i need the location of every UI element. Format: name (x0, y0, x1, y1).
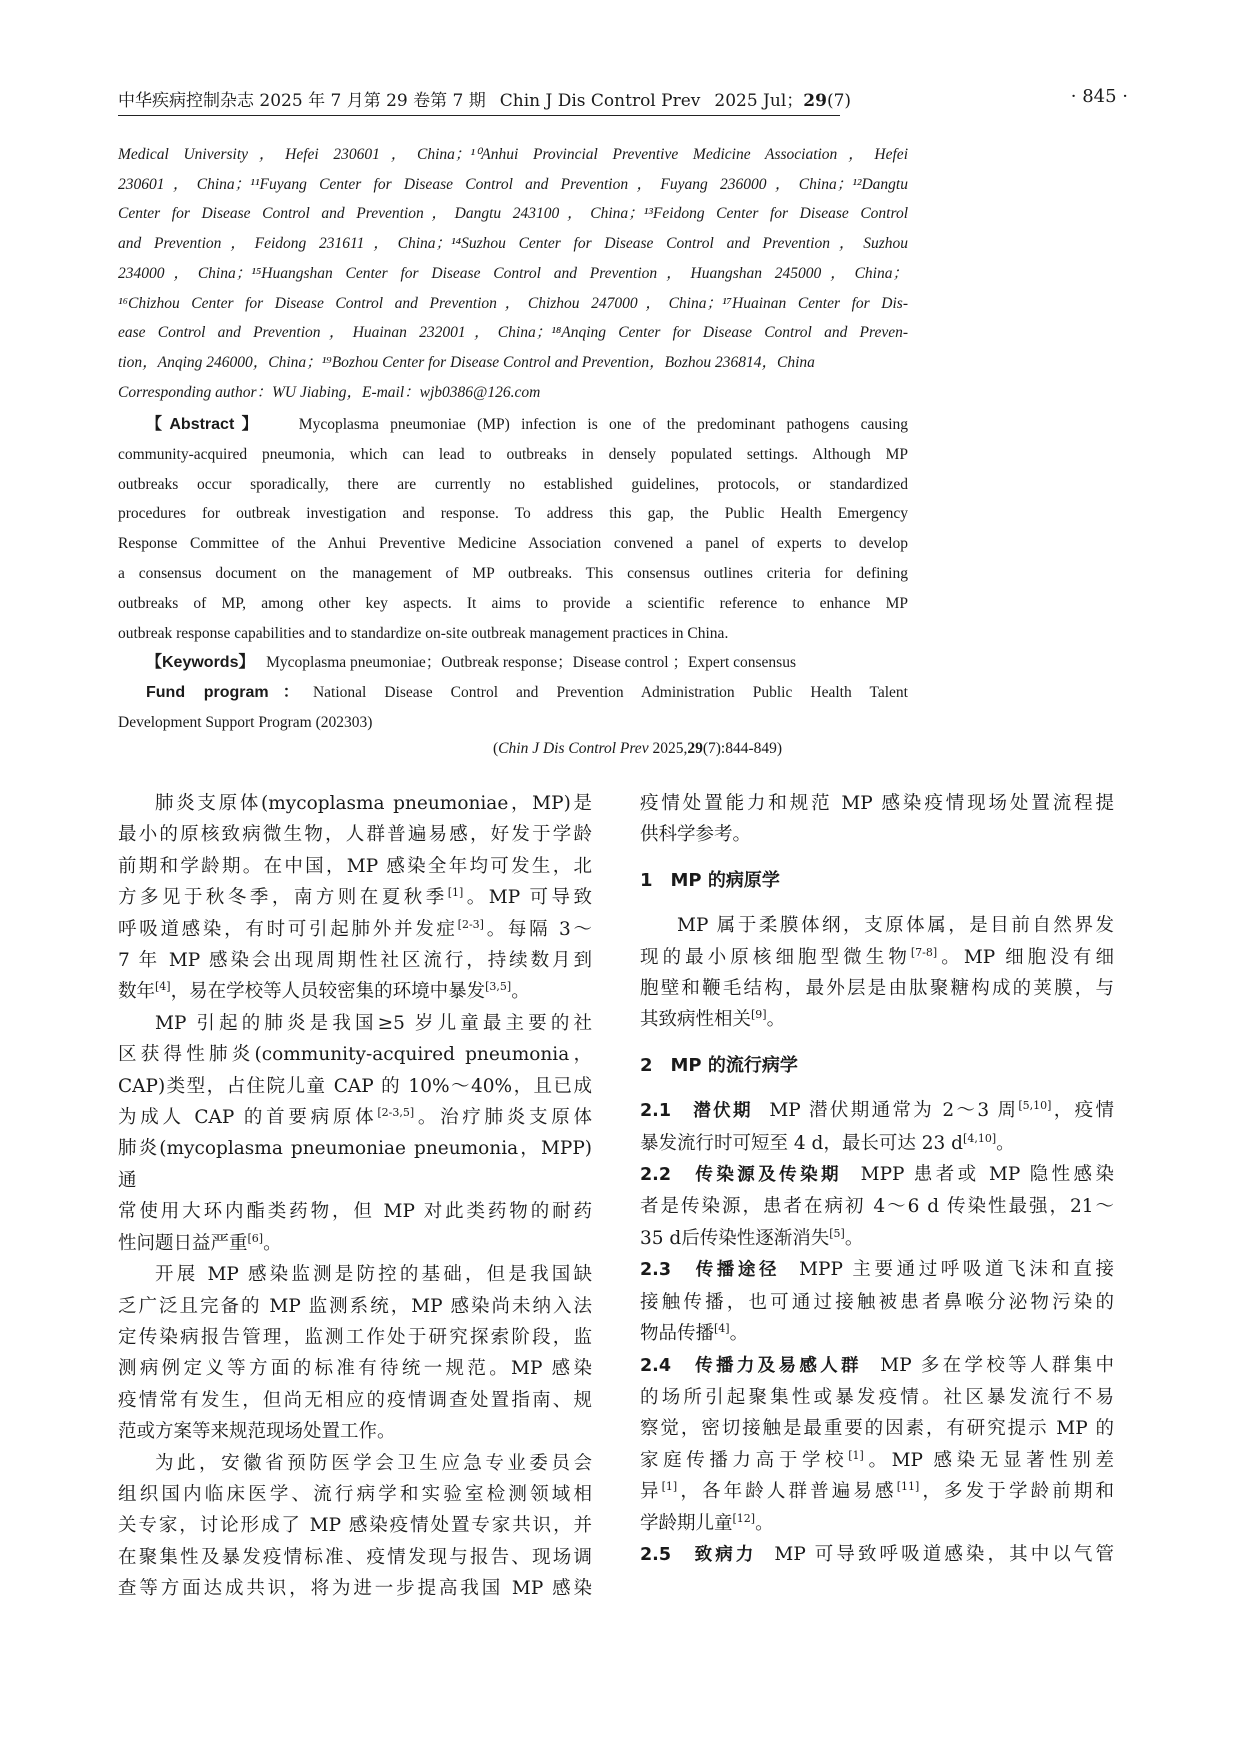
citation-ref: [4,10] (963, 1131, 997, 1145)
citation-ref: [12] (732, 1511, 756, 1525)
subsection-first-line (640, 1095, 1114, 1127)
affiliations (118, 140, 908, 407)
abstract-line: Response Committee of the Anhui Preventive Medicine Association convened a panel of experts to develop (118, 535, 908, 553)
body-line (640, 1287, 1114, 1318)
affiliation-line: ¹⁶Chizhou Center for Disease Control and Prevention，Chizhou 247000，China；¹⁷Huainan Center for Dis- (118, 294, 908, 312)
body-line: 肺炎(mycoplasma pneumoniae pneumonia，MPP)通 (118, 1138, 592, 1191)
subsection-heading: 2.3 传播途径 (640, 1260, 781, 1281)
keywords-text: Mycoplasma pneumoniae；Outbreak response；Disease control ；Expert consensus (266, 654, 796, 672)
affiliation-line: tion，Anqing 246000，China；¹⁹Bozhou Center for Disease Control and Prevention，Bozhou 236814，China (118, 353, 815, 371)
body-line: 供科学参考。 (640, 824, 752, 846)
body-line: 开展 MP 感染监测是防控的基础，但是我国缺 (155, 1264, 592, 1286)
body-line: 关专家，讨论形成了 MP 感染疫情处置专家共识，并 (118, 1515, 592, 1537)
journal-en: Chin J Dis Control Prev (499, 91, 701, 111)
affiliation-line: and Prevention，Feidong 231611，China；¹⁴Suzhou Center for Disease Control and Prevention，Suzhou (118, 235, 908, 253)
subsection-first-line (640, 1159, 1114, 1191)
citation-ref: [1] (447, 886, 464, 900)
section-heading: 1 MP 的病原学 (640, 869, 780, 891)
citation-ref: [2-3,5] (377, 1106, 415, 1120)
body-line: 疫情处置能力和规范 MP 感染疫情现场处置流程提 (640, 793, 1114, 814)
body-text: MPP 患者或 MP 隐性感染 (860, 1164, 1114, 1186)
citation: (Chin J Dis Control Prev 2025,29(7):844-849) (493, 740, 783, 757)
abstract-line: outbreak response capabilities and to standardize on-site outbreak management practices in China. (118, 624, 729, 642)
body-line: 方多见于秋冬季，南方则在夏秋季[1]。MP 可导致 (118, 886, 592, 909)
body-line: CAP)类型，占住院儿童 CAP 的 10%～40%，且已成 (118, 1075, 592, 1097)
citation-ref: [7-8] (910, 945, 938, 959)
abstract-line: outbreaks occur sporadically, there are currently no established guidelines, protocols, or standardized (118, 475, 908, 493)
citation-ref: [1] (661, 1480, 678, 1494)
section-heading: 2 MP 的流行病学 (640, 1054, 798, 1076)
body-left-column (118, 788, 592, 1605)
body-line: 查等方面达成共识，将为进一步提高我国 MP 感染 (118, 1578, 592, 1600)
journal-issue: (7) (826, 91, 852, 111)
fund-line2: Development Support Program (202303) (118, 713, 373, 731)
body-line: 呼吸道感染，有时可引起肺外并发症[2-3]。每隔 3～ (118, 917, 592, 940)
body-line (640, 1476, 1114, 1507)
body-line (640, 1445, 1114, 1476)
body-text: 者是传染源，患者在病初 4～6 d 传染性最强，21～ (640, 1196, 1114, 1218)
body-line: 前期和学龄期。在中国，MP 感染全年均可发生，北 (118, 855, 592, 877)
body-line: 定传染病报告管理，监测工作处于研究探索阶段，监 (118, 1326, 592, 1348)
subsection-first-line (640, 1254, 1114, 1286)
running-header (118, 86, 1128, 114)
body-line: MP 属于柔膜体纲，支原体属，是目前自然界发 (677, 915, 1114, 937)
abstract-line: outbreaks of MP, among other key aspects. It aims to provide a scientific reference to enhance MP (118, 594, 908, 612)
body-line: 数年[4]，易在学校等人员较密集的环境中暴发[3,5]。 (118, 980, 530, 1003)
subsection-heading: 2.4 传播力及易感人群 (640, 1355, 862, 1376)
body-right-column (640, 788, 1114, 1571)
citation-ref: [4] (714, 1322, 730, 1336)
fund-line1: National Disease Control and Prevention Administration Public Health Talent (312, 684, 908, 702)
body-line: 乏广泛且完备的 MP 监测系统，MP 感染尚未纳入法 (118, 1295, 592, 1317)
page-number: · 845 · (1070, 86, 1128, 107)
abstract (118, 410, 908, 648)
journal-date: 2025 Jul； (714, 91, 804, 111)
body-text: 察觉，密切接触是最重要的因素，有研究提示 MP 的 (640, 1418, 1114, 1440)
affiliation-line: 234000，China；¹⁵Huangshan Center for Disease Control and Prevention，Huangshan 245000，China； (118, 264, 908, 282)
body-line: 7 年 MP 感染会出现周期性社区流行，持续数月到 (118, 950, 592, 972)
body-line: 为成人 CAP 的首要病原体[2-3,5]。治疗肺炎支原体 (118, 1106, 592, 1129)
body-line (640, 1318, 1114, 1349)
subsection-heading: 2.1 潜伏期 (640, 1101, 753, 1122)
body-line (640, 1191, 1114, 1222)
body-text: MP 多在学校等人群集中 (880, 1354, 1114, 1376)
subsection-first-line (640, 1350, 1114, 1382)
abstract-line: procedures for outbreak investigation and response. To address this gap, the Public Health Emergency (118, 505, 908, 523)
citation-ref: [11] (896, 1480, 920, 1494)
body-line: 现的最小原核细胞型微生物[7-8]。MP 细胞没有细 (640, 945, 1114, 968)
citation-journal: Chin J Dis Control Prev (498, 740, 649, 757)
body-line: 常使用大环内酯类药物，但 MP 对此类药物的耐药 (118, 1201, 592, 1223)
abstract-line: community-acquired pneumonia, which can lead to outbreaks in densely populated settings. Although MP (118, 445, 908, 463)
fund-label: Fund program： (146, 684, 313, 702)
journal-cn: 中华疾病控制杂志 2025 年 7 月第 29 卷第 7 期 (118, 91, 486, 111)
header-rule (118, 115, 840, 116)
keywords-label: 【Keywords】 (146, 654, 255, 672)
citation-ref: [6] (247, 1231, 264, 1245)
affiliation-line: Center for Disease Control and Prevention，Dangtu 243100，China；¹³Feidong Center for Disease Control (118, 205, 908, 223)
body-text: 暴发流行时可短至 4 d，最长可达 23 d[4,10]。 (640, 1131, 1015, 1154)
body-text: MP 可导致呼吸道感染，其中以气管 (774, 1543, 1114, 1565)
body-line: MP 引起的肺炎是我国≥5 岁儿童最主要的社 (155, 1012, 592, 1034)
body-line (640, 1382, 1114, 1413)
body-line: 疫情常有发生，但尚无相应的疫情调查处置指南、规 (118, 1389, 592, 1411)
subsection-first-line (640, 1539, 1114, 1571)
body-line: 最小的原核致病微生物，人群普遍易感，好发于学龄 (118, 824, 592, 846)
body-line: 其致病性相关[9]。 (640, 1008, 786, 1031)
body-line: 性问题日益严重[6]。 (118, 1231, 282, 1254)
body-line: 组织国内临床医学、流行病学和实验室检测领域相 (118, 1483, 592, 1505)
body-text: 学龄期儿童[12]。 (640, 1511, 774, 1534)
abstract-line (118, 410, 908, 440)
citation-ref: [4] (155, 980, 171, 994)
subsection-heading: 2.2 传染源及传染期 (640, 1165, 842, 1186)
citation-ref: [9] (751, 1008, 767, 1022)
body-text: 物品传播[4]。 (640, 1322, 749, 1345)
affiliation-line: Corresponding author：WU Jiabing，E-mail：wjb0386@126.com (118, 383, 541, 401)
body-line (640, 1413, 1114, 1444)
body-text: MPP 主要通过呼吸道飞沫和直接 (799, 1259, 1114, 1281)
affiliation-line: 230601，China；¹¹Fuyang Center for Disease Control and Prevention，Fuyang 236000，China；¹²Dangtu (118, 175, 908, 193)
body-line: 为此，安徽省预防医学会卫生应急专业委员会 (155, 1452, 592, 1474)
abstract-label: 【Abstract】 (146, 416, 266, 433)
keywords (118, 648, 908, 678)
body-text: 的场所引起聚集性或暴发疫情。社区暴发流行不易 (640, 1386, 1114, 1408)
journal-volume: 29 (803, 91, 827, 111)
fund-program (118, 678, 908, 708)
body-line (640, 1223, 1114, 1254)
subsection-heading: 2.5 致病力 (640, 1544, 757, 1565)
body-line (640, 1128, 1114, 1159)
citation-ref: [1] (848, 1448, 864, 1462)
citation-ref: [5] (829, 1226, 845, 1240)
body-text: MP 潜伏期通常为 2～3 周[5,10]，疫情 (769, 1099, 1114, 1122)
body-line: 肺炎支原体(mycoplasma pneumoniae，MP)是 (155, 793, 592, 814)
body-line: 在聚集性及暴发疫情标准、疫情发现与报告、现场调 (118, 1546, 592, 1568)
citation-ref: [2-3] (457, 917, 484, 931)
abstract-text: Mycoplasma pneumoniae (MP) infection is one of the predominant pathogens causing (298, 416, 908, 433)
body-text: 家庭传播力高于学校[1]。MP 感染无显著性别差 (640, 1448, 1114, 1471)
body-line: 区获得性肺炎(community-acquired pneumonia， (118, 1044, 592, 1066)
body-text: 35 d后传染性逐渐消失[5]。 (640, 1226, 864, 1249)
body-line (640, 1508, 1114, 1539)
body-text: 异[1]，各年龄人群普遍易感[11]，多发于学龄前期和 (640, 1480, 1114, 1503)
abstract-line: a consensus document on the management of MP outbreaks. This consensus outlines criteria for defining (118, 564, 908, 582)
citation-ref: [3,5] (485, 980, 512, 994)
body-line: 测病例定义等方面的标准有待统一规范。MP 感染 (118, 1358, 592, 1380)
body-line: 胞壁和鞭毛结构，最外层是由肽聚糖构成的荚膜，与 (640, 978, 1114, 1000)
affiliation-line: ease Control and Prevention，Huainan 232001，China；¹⁸Anqing Center for Disease Control and Preven- (118, 324, 908, 342)
body-text: 接触传播，也可通过接触被患者鼻喉分泌物污染的 (640, 1291, 1114, 1313)
citation-ref: [5,10] (1018, 1099, 1052, 1113)
journal-header (118, 86, 851, 111)
abstract-block (118, 410, 908, 738)
affiliation-line: Medical University，Hefei 230601，China；¹⁰Anhui Provincial Preventive Medicine Association，Hefei (118, 146, 908, 163)
body-line: 范或方案等来规范现场处置工作。 (118, 1421, 396, 1443)
